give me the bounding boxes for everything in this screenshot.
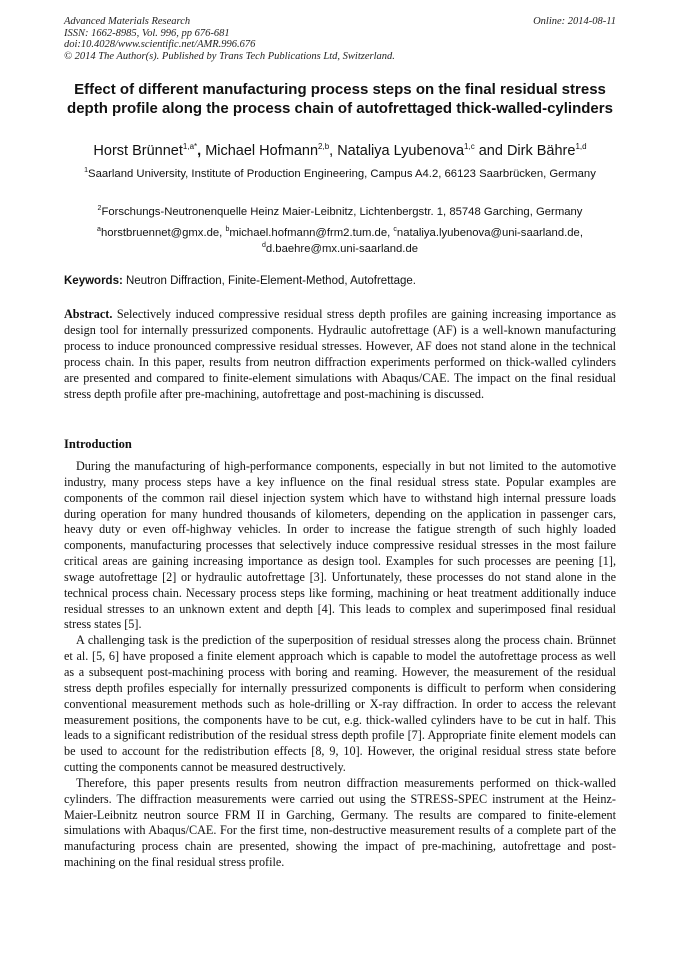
author-separator: , <box>329 143 338 159</box>
affiliation-marker: 1 <box>84 167 89 175</box>
email-list <box>64 225 616 257</box>
email-marker: b <box>225 226 230 234</box>
author-superscript: 2,b <box>318 142 330 152</box>
author-separator: , <box>197 143 206 159</box>
paragraph: During the manufacturing of high-performance components, especially in but not limited to the automotive industry, many process steps have a key influence on the final residual stress state. Popular examples are components of the common rail diesel injection system which have to withstand high internal pressure loads during operation for many hundred thousands of kilometers, depending on the application in passenger cars, heavy duty or even off-highway vehicles. In order to increase the fatigue strength of such highly loaded components, manufacturing processes that selectively induce compressive residual stresses in the most failure critical areas are gaining increasing importance as design tool. Examples for such processes are peening [1], swage autofrettage [2] or hydraulic autofrettage [3]. Unfortunately, these processes do not stand alone in the technical process chain. Necessary process steps like forming, machining or heat treatment additionally induce residual stresses to an unknown extent and depth [4]. This leads to complex and superimposed final residual stress states [5]. <box>64 459 616 632</box>
paragraph: A challenging task is the prediction of the superposition of residual stresses along the process chain. Brünnet et al. [5, 6] have proposed a finite element approach which is capable to model the autofrettage process as well as a subsequent post-machining process with boring and reaming. However, the measurement of the residual stress depth profiles especially for internally pressurized components is difficult to perform when considering conventional measurement methods such as hole-drilling or X-ray diffraction. In order to access the relevant measurement positions, the components have to be cut, e.g. thick-walled cylinders have to be cut in half. This leads to a significant redistribution of the residual stress depth profile [7]. Appropriate finite element models can be used to account for the redistribution effects [8, 9, 10]. However, the original residual stress state before cutting the components cannot be measured destructively. <box>64 633 616 775</box>
section-heading-introduction: Introduction <box>64 437 132 451</box>
email-marker: d <box>261 242 266 250</box>
keywords <box>64 274 616 289</box>
email-address[interactable]: d.baehre@mx.uni-saarland.de <box>265 243 419 255</box>
email-address[interactable]: michael.hofmann@frm2.tum.de, <box>229 227 394 239</box>
paper-title: Effect of different manufacturing process steps on the final residual stress depth profile along the process chain of autofrettaged thick-walled-cylinders <box>67 81 613 117</box>
author-name: Michael Hofmann <box>205 143 319 159</box>
journal-header <box>64 16 616 62</box>
author-list <box>64 142 616 160</box>
author-superscript: 1,c <box>464 142 475 152</box>
author-superscript: 1,a* <box>182 142 198 152</box>
keywords-text: Neutron Diffraction, Finite-Element-Method, Autofrettage. <box>122 275 416 287</box>
abstract <box>64 306 616 402</box>
copyright-line: © 2014 The Author(s). Published by Trans Tech Publications Ltd, Switzerland. <box>64 50 395 62</box>
author-name: Nataliya Lyubenova <box>337 143 465 159</box>
affiliation-text: Saarland University, Institute of Production Engineering, Campus A4.2, 66123 Saarbrücken, Germany <box>88 168 596 180</box>
author-name: Horst Brünnet <box>93 143 183 159</box>
affiliation-1 <box>64 166 616 182</box>
email-address[interactable]: horstbruennet@gmx.de, <box>100 227 226 239</box>
affiliation-marker: 2 <box>97 205 102 213</box>
email-marker: a <box>97 226 101 234</box>
author-name: Dirk Bähre <box>506 143 576 159</box>
keywords-label: Keywords: <box>64 275 123 287</box>
affiliation-2 <box>64 204 616 220</box>
abstract-text: Selectively induced compressive residual stress depth profiles are gaining increasing importance as design tool for internally pressurized components. Hydraulic autofrettage (AF) is a well-known manufacturing process to induce pronounced compressive residual stresses. However, AF does not stand alone in the technical process chain. In this paper, results from neutron diffraction experiments performed on thick-walled cylinders are presented and compared to finite-element simulations with Abaqus/CAE. The impact on the final residual stress depth profile after pre-machining, autofrettage and post-machining is discussed. <box>64 307 616 401</box>
online-date: Online: 2014-08-11 <box>533 16 616 27</box>
email-address[interactable]: nataliya.lyubenova@uni-saarland.de, <box>396 227 583 239</box>
issn-line: ISSN: 1662-8985, Vol. 996, pp 676-681 <box>64 27 230 39</box>
doi-line: doi:10.4028/www.scientific.net/AMR.996.676 <box>64 39 256 50</box>
affiliation-text: Forschungs-Neutronenquelle Heinz Maier-Leibnitz, Lichtenbergstr. 1, 85748 Garching, Germany <box>101 206 583 218</box>
introduction-body <box>64 459 616 871</box>
email-marker: c <box>393 226 397 234</box>
abstract-label: Abstract. <box>64 307 113 321</box>
journal-name: Advanced Materials Research <box>64 16 191 27</box>
author-superscript: 1,d <box>575 142 587 152</box>
author-separator: and <box>474 143 507 159</box>
paragraph: Therefore, this paper presents results from neutron diffraction measurements performed on thick-walled cylinders. The diffraction measurements were carried out using the STRESS-SPEC instrument at the Heinz-Maier-Leibnitz neutron source FRM II in Garching, Germany. The results are compared to finite-element simulations with Abaqus/CAE. For the first time, non-destructive measurement results of a complete part of the manufacturing process chain are presented, showing the impact of pre-machining, autofrettage and post-machining on the final residual stress profile. <box>64 775 616 870</box>
